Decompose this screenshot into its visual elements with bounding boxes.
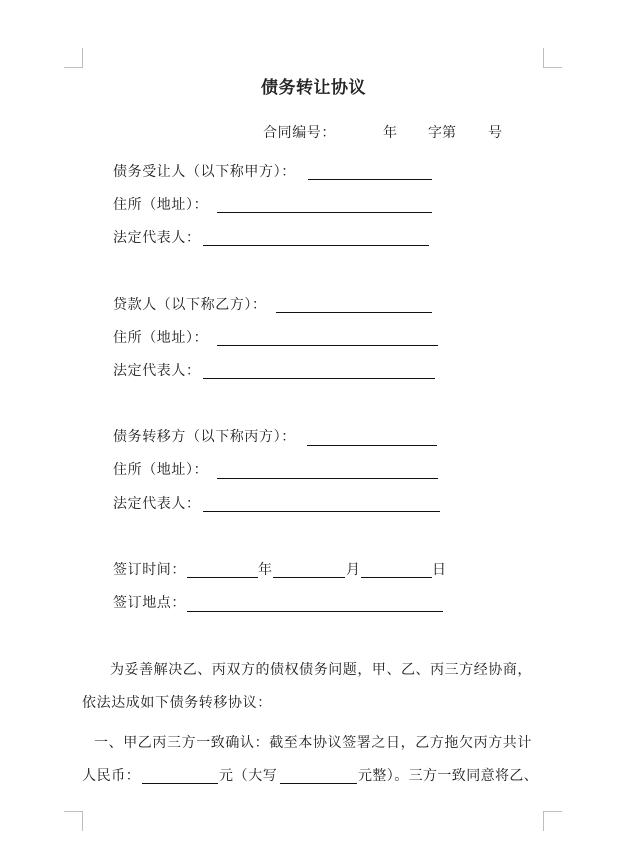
party-b-address-field[interactable] [217, 345, 438, 346]
party-c-name-label: 债务转移方（以下称丙方）： [113, 429, 296, 445]
corner-mark-top-left-h [64, 67, 83, 68]
intro-line-2: 依法达成如下债务转移协议： [82, 695, 272, 711]
corner-mark-bottom-right-v [543, 811, 544, 831]
amount-field[interactable] [142, 783, 218, 784]
corner-mark-bottom-left-h [64, 811, 83, 812]
party-b-name-label: 贷款人（以下称乙方）： [113, 297, 267, 313]
signing-month-label: 月 [346, 562, 360, 578]
signing-day-label: 日 [432, 562, 446, 578]
party-b-address-label: 住所（地址）： [113, 330, 209, 346]
contract-number-year-label: 年 [383, 125, 397, 141]
contract-number-word-label: 字第 [428, 125, 456, 141]
party-a-name-field[interactable] [308, 179, 432, 180]
signing-day-field[interactable] [361, 577, 432, 578]
clause-1-currency-label: 人民币： [82, 768, 141, 784]
clause-1-uppercase-label: 元（大写 [219, 768, 278, 784]
corner-mark-bottom-left-v [82, 811, 83, 831]
contract-number-label: 合同编号： [263, 125, 336, 141]
party-c-representative-field[interactable] [203, 511, 440, 512]
amount-uppercase-field[interactable] [280, 783, 357, 784]
signing-year-label: 年 [258, 562, 272, 578]
party-c-address-label: 住所（地址）： [113, 462, 209, 478]
document-title: 债务转让协议 [261, 78, 366, 98]
contract-number-number-label: 号 [488, 125, 502, 141]
party-a-address-label: 住所（地址）： [113, 197, 209, 213]
intro-line-1: 为妥善解决乙、丙双方的债权债务问题，甲、乙、丙三方经协商， [110, 662, 532, 678]
corner-mark-bottom-right-h [543, 811, 562, 812]
signing-month-field[interactable] [273, 577, 345, 578]
party-b-representative-field[interactable] [203, 378, 435, 379]
signing-place-label: 签订地点： [113, 595, 186, 611]
party-b-name-field[interactable] [276, 312, 432, 313]
party-a-representative-label: 法定代表人： [113, 230, 201, 246]
party-a-name-label: 债务受让人（以下称甲方）： [113, 164, 296, 180]
clause-1-line-1: 一、甲乙丙三方一致确认：截至本协议签署之日，乙方拖欠丙方共计 [94, 735, 532, 751]
signing-place-field[interactable] [187, 611, 443, 612]
party-c-name-field[interactable] [307, 445, 437, 446]
party-a-representative-field[interactable] [203, 245, 429, 246]
signing-time-label: 签订时间： [113, 562, 186, 578]
party-c-representative-label: 法定代表人： [113, 496, 201, 512]
signing-year-field[interactable] [187, 577, 258, 578]
party-a-address-field[interactable] [217, 212, 432, 213]
party-c-address-field[interactable] [217, 478, 438, 479]
clause-1-line-2-suffix: 元整）。三方一致同意将乙、 [358, 768, 539, 784]
party-b-representative-label: 法定代表人： [113, 363, 201, 379]
corner-mark-top-left-v [82, 48, 83, 68]
corner-mark-top-right-h [543, 67, 562, 68]
corner-mark-top-right-v [543, 48, 544, 68]
